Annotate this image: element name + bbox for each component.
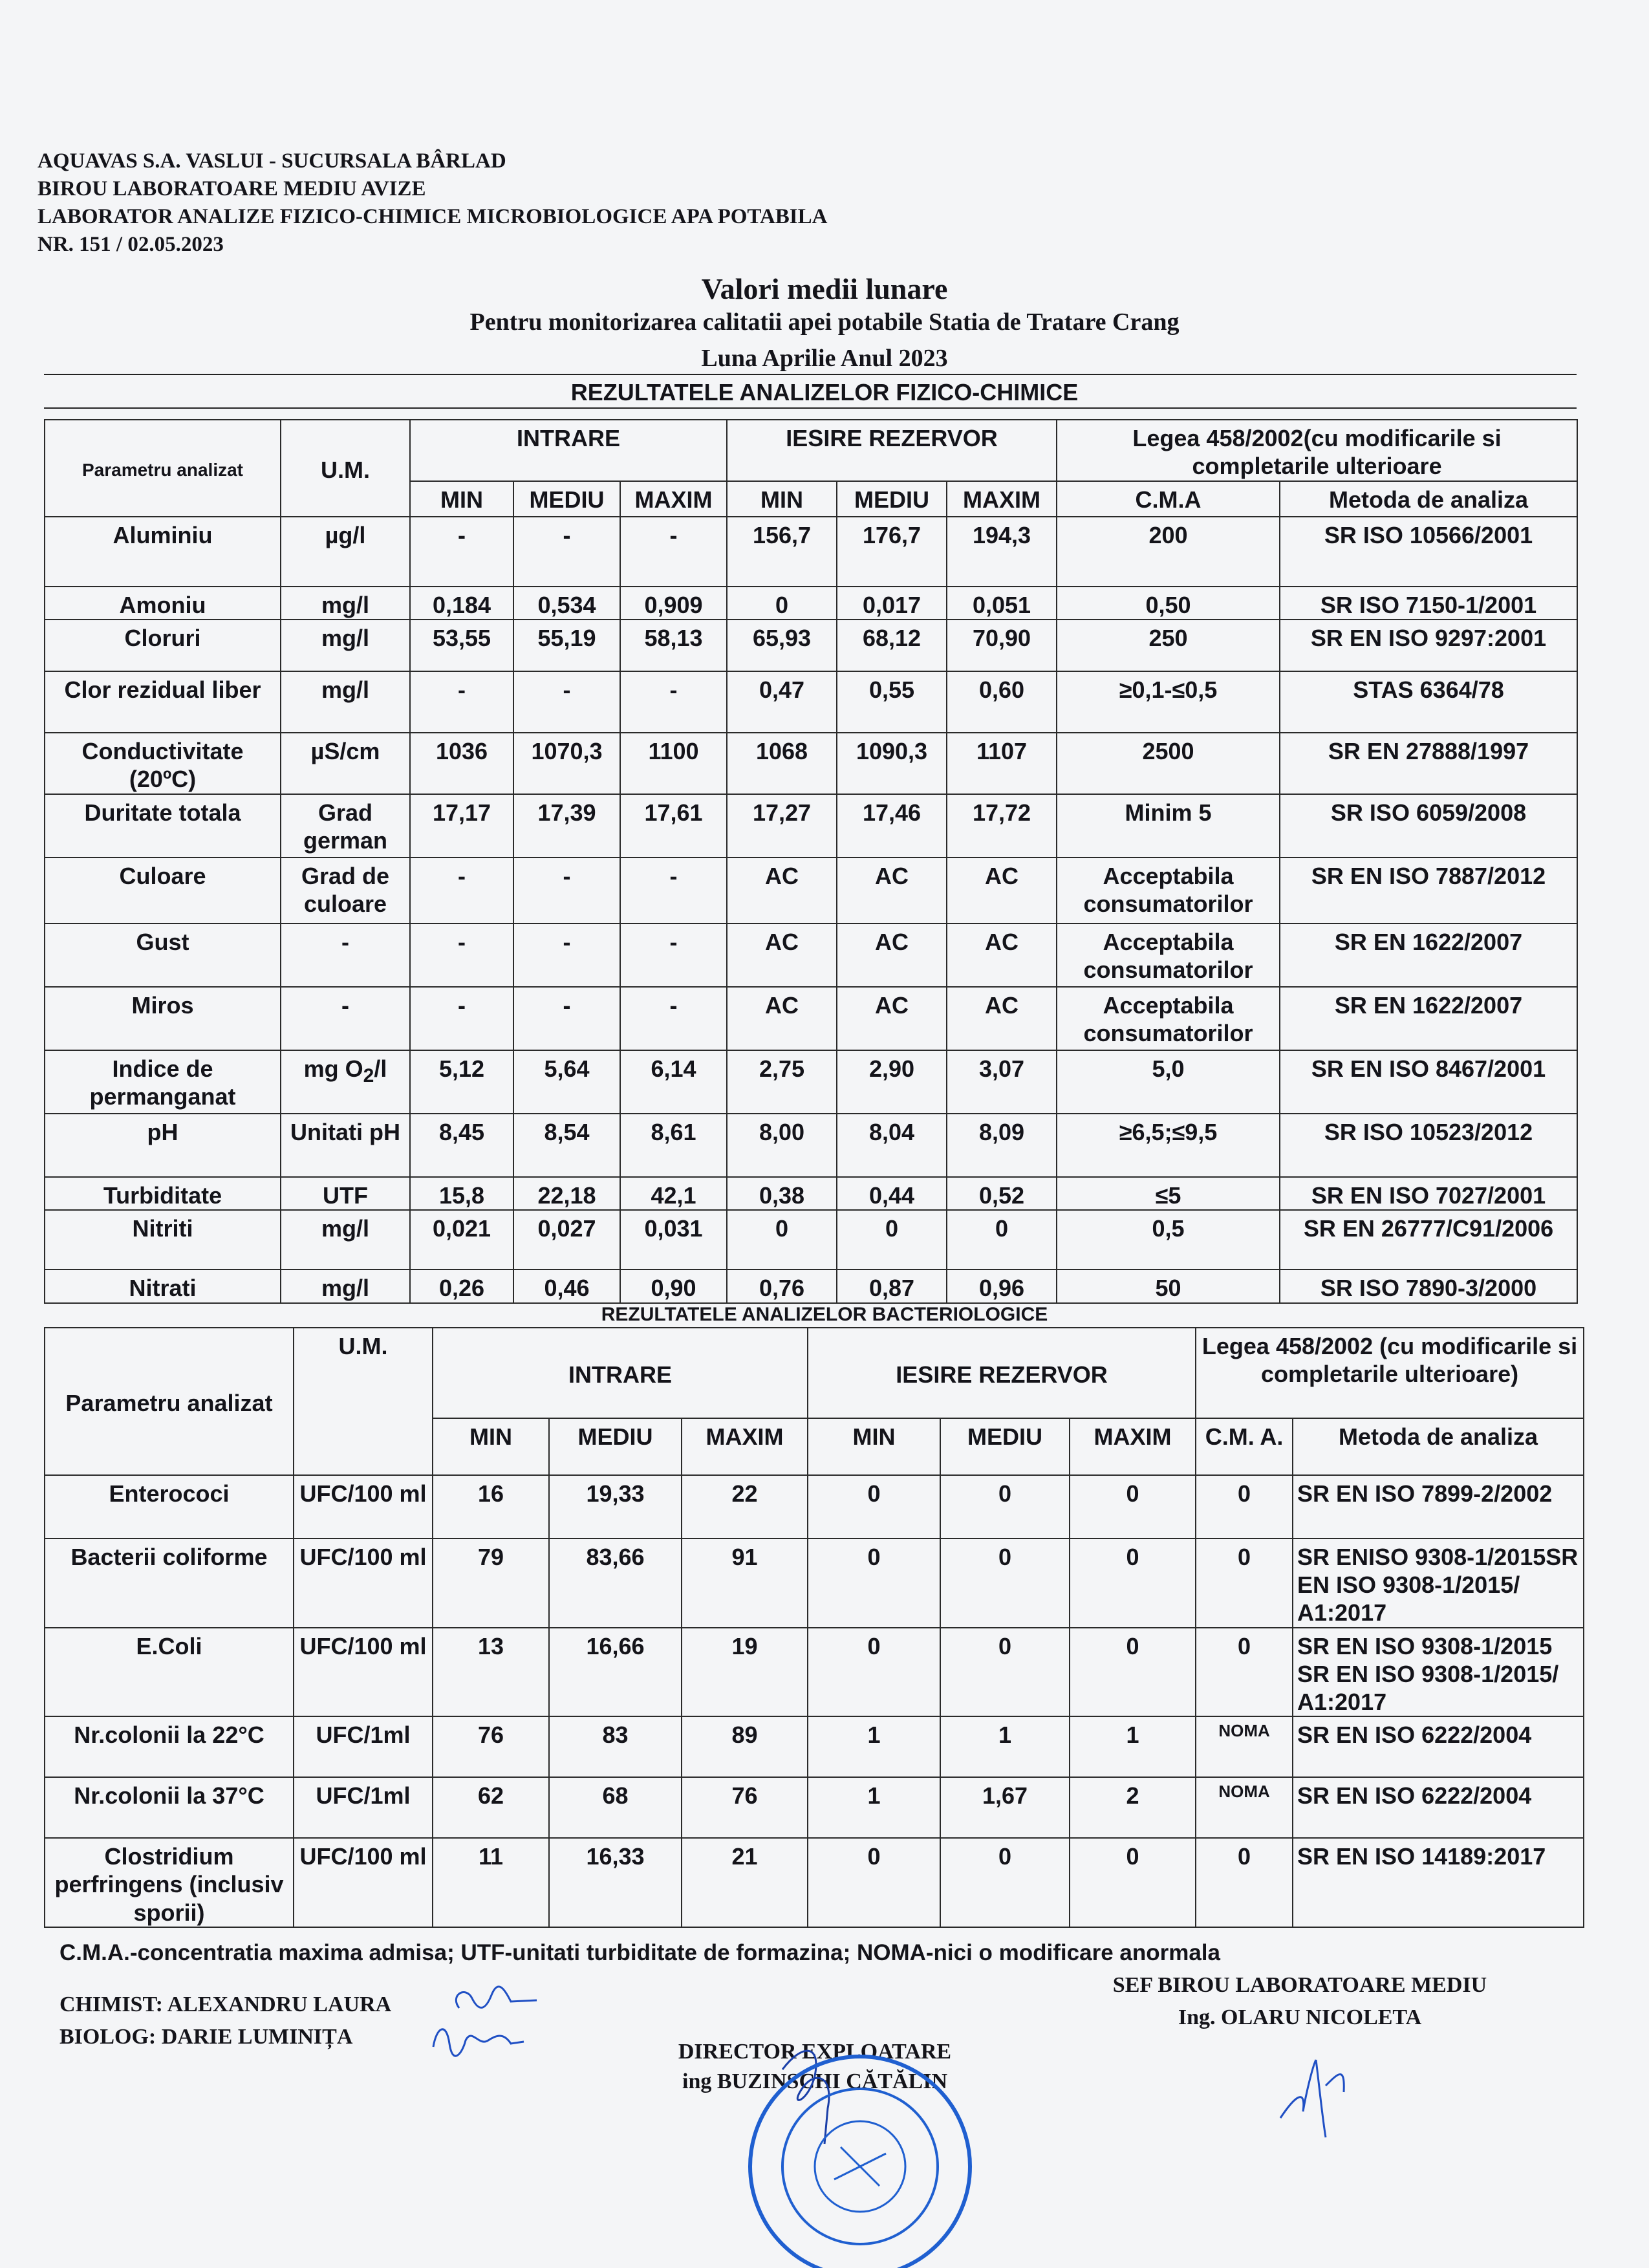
cell-in-max: 17,61	[620, 794, 727, 858]
cell-metoda: SR EN ISO 14189:2017	[1293, 1838, 1584, 1927]
cell-um: UFC/1ml	[294, 1716, 433, 1777]
cell-in-min: 0,184	[410, 587, 513, 620]
cell-param: Nitriti	[45, 1210, 281, 1269]
cell-in-max: 91	[682, 1539, 808, 1628]
cell-cma: 50	[1057, 1269, 1280, 1302]
cell-out-med: 1	[940, 1716, 1070, 1777]
cell-out-min: 0	[727, 1210, 837, 1269]
cell-cma: Acceptabila consumatorilor	[1057, 923, 1280, 987]
company-stamp	[744, 2050, 976, 2268]
cell-out-min: 0	[808, 1539, 940, 1628]
cell-param: Miros	[45, 987, 281, 1050]
table-row	[45, 1269, 1577, 1302]
header-iesire: IESIRE REZERVOR	[727, 420, 1057, 481]
cell-out-max: AC	[947, 923, 1057, 987]
cell-param: Aluminiu	[45, 517, 281, 587]
cell-metoda: SR EN ISO 9308-1/2015 SR EN ISO 9308-1/2015/ A1:2017	[1293, 1628, 1584, 1717]
cell-param: Gust	[45, 923, 281, 987]
cell-out-min: AC	[727, 858, 837, 923]
cell-out-max: 70,90	[947, 620, 1057, 671]
cell-in-med: 16,33	[549, 1838, 682, 1927]
cell-metoda: SR ISO 10566/2001	[1280, 517, 1577, 587]
document-title: Valori medii lunare	[701, 272, 948, 305]
table-row	[45, 794, 1577, 858]
physchem-table	[44, 419, 1578, 1304]
cell-in-med: 17,39	[513, 794, 620, 858]
cell-metoda: SR EN 26777/C91/2006	[1280, 1210, 1577, 1269]
cell-out-min: 156,7	[727, 517, 837, 587]
table-row	[45, 1177, 1577, 1210]
cell-in-min: -	[410, 987, 513, 1050]
cell-in-min: -	[410, 517, 513, 587]
staff-signatures	[59, 1989, 391, 2053]
cell-in-max: -	[620, 923, 727, 987]
cell-param: Clor rezidual liber	[45, 671, 281, 733]
header-param: Parametru analizat	[45, 1328, 294, 1475]
cell-in-max: 0,90	[620, 1269, 727, 1302]
cell-out-med: 0,55	[837, 671, 947, 733]
cell-out-min: 8,00	[727, 1114, 837, 1177]
divider	[44, 407, 1577, 409]
cell-param: Nr.colonii la 37°C	[45, 1777, 294, 1838]
cell-um: µS/cm	[281, 733, 410, 794]
cell-out-min: 0	[808, 1475, 940, 1539]
cell-metoda: SR ISO 10523/2012	[1280, 1114, 1577, 1177]
cell-cma: Minim 5	[1057, 794, 1280, 858]
header-iesire: IESIRE REZERVOR	[808, 1328, 1196, 1418]
cell-in-min: 15,8	[410, 1177, 513, 1210]
divider	[44, 374, 1577, 375]
cell-param: Cloruri	[45, 620, 281, 671]
cell-metoda: SR EN 1622/2007	[1280, 987, 1577, 1050]
company-name: AQUAVAS S.A. VASLUI - SUCURSALA BÂRLAD	[38, 149, 506, 173]
cell-um: mg/l	[281, 1269, 410, 1302]
header-intrare: INTRARE	[410, 420, 727, 481]
cell-out-max: 0,60	[947, 671, 1057, 733]
cell-in-med: -	[513, 858, 620, 923]
cell-um: UFC/100 ml	[294, 1475, 433, 1539]
cell-in-med: -	[513, 987, 620, 1050]
header-maxim: MAXIM	[947, 481, 1057, 517]
cell-in-med: -	[513, 671, 620, 733]
cell-um: Grad german	[281, 794, 410, 858]
cell-cma: 0	[1196, 1475, 1293, 1539]
header-lege: Legea 458/2002(cu modificarile si completarile ulterioare	[1057, 420, 1577, 481]
cell-cma: 0	[1196, 1628, 1293, 1717]
cell-um: UFC/1ml	[294, 1777, 433, 1838]
cell-in-med: -	[513, 517, 620, 587]
header-mediu: MEDIU	[549, 1418, 682, 1475]
cell-out-min: 0,38	[727, 1177, 837, 1210]
bacterio-table	[44, 1327, 1584, 1928]
cell-in-min: -	[410, 858, 513, 923]
table-row	[45, 923, 1577, 987]
cell-out-min: 0	[808, 1628, 940, 1717]
cell-out-min: 0	[727, 587, 837, 620]
cell-out-min: AC	[727, 923, 837, 987]
cell-in-min: 5,12	[410, 1050, 513, 1114]
cell-metoda: SR ISO 7890-3/2000	[1280, 1269, 1577, 1302]
cell-out-med: 0	[837, 1210, 947, 1269]
cell-cma: 200	[1057, 517, 1280, 587]
cell-in-max: 22	[682, 1475, 808, 1539]
cell-out-med: 0	[940, 1475, 1070, 1539]
cell-out-med: 1090,3	[837, 733, 947, 794]
cell-in-max: 76	[682, 1777, 808, 1838]
cell-um: mg/l	[281, 1210, 410, 1269]
cell-in-max: -	[620, 858, 727, 923]
office-name: BIROU LABORATOARE MEDIU AVIZE	[38, 177, 426, 200]
table-row	[45, 1716, 1584, 1777]
chief-name: Ing. OLARU NICOLETA	[1178, 2005, 1422, 2029]
header-mediu: MEDIU	[513, 481, 620, 517]
cell-in-med: 83,66	[549, 1539, 682, 1628]
header-metoda: Metoda de analiza	[1293, 1418, 1584, 1475]
cell-in-max: 21	[682, 1838, 808, 1927]
director-name: ing BUZINSCHI CĂTĂLIN	[682, 2069, 947, 2093]
cell-in-min: -	[410, 671, 513, 733]
cell-out-med: AC	[837, 923, 947, 987]
cell-out-max: 0	[1070, 1838, 1196, 1927]
table-row	[45, 1628, 1584, 1717]
cell-um: mg $O_2/l$	[281, 1050, 410, 1114]
table-row	[45, 1838, 1584, 1927]
cell-in-min: 8,45	[410, 1114, 513, 1177]
cell-out-max: 0	[947, 1210, 1057, 1269]
cell-in-max: 0,909	[620, 587, 727, 620]
physchem-band-title: REZULTATELE ANALIZELOR FIZICO-CHIMICE	[570, 379, 1079, 405]
cell-out-med: 0	[940, 1628, 1070, 1717]
biologist-line: BIOLOG: DARIE LUMINIȚA	[59, 2025, 353, 2049]
cell-out-max: 8,09	[947, 1114, 1057, 1177]
cell-um: mg/l	[281, 671, 410, 733]
table-row	[45, 517, 1577, 587]
cell-in-med: -	[513, 923, 620, 987]
cell-cma: 0	[1196, 1838, 1293, 1927]
cell-cma: ≥6,5;≤9,5	[1057, 1114, 1280, 1177]
bacterio-band-title: REZULTATELE ANALIZELOR BACTERIOLOGICE	[601, 1304, 1048, 1325]
table-row	[45, 733, 1577, 794]
cell-in-max: -	[620, 987, 727, 1050]
cell-out-med: 8,04	[837, 1114, 947, 1177]
table-row	[45, 1114, 1577, 1177]
cell-param: Duritate totala	[45, 794, 281, 858]
cell-in-med: 1070,3	[513, 733, 620, 794]
header-maxim: MAXIM	[1070, 1418, 1196, 1475]
cell-um: mg/l	[281, 620, 410, 671]
cell-out-max: 2	[1070, 1777, 1196, 1838]
cell-out-min: 65,93	[727, 620, 837, 671]
table-row	[45, 587, 1577, 620]
cell-in-max: 8,61	[620, 1114, 727, 1177]
cell-cma: 0	[1196, 1539, 1293, 1628]
cell-cma: 0,5	[1057, 1210, 1280, 1269]
cell-um: UFC/100 ml	[294, 1628, 433, 1717]
cell-out-max: AC	[947, 858, 1057, 923]
cell-out-max: 3,07	[947, 1050, 1057, 1114]
header-mediu: MEDIU	[837, 481, 947, 517]
cell-um: -	[281, 987, 410, 1050]
header-maxim: MAXIM	[620, 481, 727, 517]
cell-out-min: 17,27	[727, 794, 837, 858]
cell-um: UTF	[281, 1177, 410, 1210]
table-row	[45, 1210, 1577, 1269]
header-lege: Legea 458/2002 (cu modificarile si completarile ulterioare)	[1196, 1328, 1584, 1418]
cell-um: Grad de culoare	[281, 858, 410, 923]
cell-cma: ≥0,1-≤0,5	[1057, 671, 1280, 733]
cell-out-max: 194,3	[947, 517, 1057, 587]
header-min: MIN	[433, 1418, 549, 1475]
table-row	[45, 1777, 1584, 1838]
header-min: MIN	[808, 1418, 940, 1475]
cell-um: Unitati pH	[281, 1114, 410, 1177]
cell-in-max: -	[620, 671, 727, 733]
cell-out-med: 0,44	[837, 1177, 947, 1210]
cell-param: Indice de permanganat	[45, 1050, 281, 1114]
cell-in-max: -	[620, 517, 727, 587]
header-param: Parametru analizat	[45, 420, 281, 517]
cell-um: UFC/100 ml	[294, 1539, 433, 1628]
cell-out-med: AC	[837, 987, 947, 1050]
cell-in-med: 0,027	[513, 1210, 620, 1269]
chief-title: SEF BIROU LABORATOARE MEDIU	[1112, 1973, 1487, 1997]
cell-metoda: SR EN 27888/1997	[1280, 733, 1577, 794]
cell-param: Nr.colonii la 22°C	[45, 1716, 294, 1777]
document-number: NR. 151 / 02.05.2023	[38, 233, 224, 256]
cell-in-med: 19,33	[549, 1475, 682, 1539]
cell-out-max: 0,52	[947, 1177, 1057, 1210]
document-subtitle: Pentru monitorizarea calitatii apei potabile Statia de Tratare Crang	[469, 308, 1180, 336]
cell-out-max: 0	[1070, 1628, 1196, 1717]
cell-param: Clostridium perfringens (inclusiv sporii)	[45, 1838, 294, 1927]
cell-in-min: 16	[433, 1475, 549, 1539]
cell-out-min: 1	[808, 1777, 940, 1838]
cell-out-max: 0	[1070, 1539, 1196, 1628]
cell-cma: NOMA	[1196, 1777, 1293, 1838]
cell-out-med: 0	[940, 1838, 1070, 1927]
table-row	[45, 1475, 1584, 1539]
table-row	[45, 1050, 1577, 1114]
cell-in-med: 83	[549, 1716, 682, 1777]
cell-metoda: SR EN ISO 8467/2001	[1280, 1050, 1577, 1114]
header-cma: C.M.A	[1057, 481, 1280, 517]
cell-metoda: SR EN ISO 9297:2001	[1280, 620, 1577, 671]
table-row	[45, 987, 1577, 1050]
cell-in-med: 0,46	[513, 1269, 620, 1302]
cell-in-max: 89	[682, 1716, 808, 1777]
cell-in-min: 0,021	[410, 1210, 513, 1269]
cell-metoda: SR ENISO 9308-1/2015SR EN ISO 9308-1/2015/ A1:2017	[1293, 1539, 1584, 1628]
cell-in-max: 42,1	[620, 1177, 727, 1210]
cell-out-min: 0,47	[727, 671, 837, 733]
cell-metoda: SR EN 1622/2007	[1280, 923, 1577, 987]
header-cma: C.M. A.	[1196, 1418, 1293, 1475]
cell-metoda: SR EN ISO 6222/2004	[1293, 1716, 1584, 1777]
cell-in-min: 76	[433, 1716, 549, 1777]
cell-um: -	[281, 923, 410, 987]
cell-out-max: AC	[947, 987, 1057, 1050]
cell-in-med: 0,534	[513, 587, 620, 620]
cell-in-min: -	[410, 923, 513, 987]
cell-cma: 2500	[1057, 733, 1280, 794]
cell-out-med: 1,67	[940, 1777, 1070, 1838]
cell-in-med: 55,19	[513, 620, 620, 671]
cell-out-max: 0,051	[947, 587, 1057, 620]
cell-param: Enterococi	[45, 1475, 294, 1539]
header-metoda: Metoda de analiza	[1280, 481, 1577, 517]
abbreviation-legend: C.M.A.-concentratia maxima admisa; UTF-unitati turbiditate de formazina; NOMA-nici o modificare anormala	[59, 1940, 1220, 1965]
cell-in-med: 8,54	[513, 1114, 620, 1177]
cell-out-med: 176,7	[837, 517, 947, 587]
cell-cma: 0,50	[1057, 587, 1280, 620]
cell-metoda: SR ISO 6059/2008	[1280, 794, 1577, 858]
cell-in-med: 68	[549, 1777, 682, 1838]
cell-param: Turbiditate	[45, 1177, 281, 1210]
cell-metoda: SR EN ISO 7899-2/2002	[1293, 1475, 1584, 1539]
document-header	[38, 147, 827, 259]
cell-param: pH	[45, 1114, 281, 1177]
table-row	[45, 1539, 1584, 1628]
cell-out-med: AC	[837, 858, 947, 923]
cell-in-med: 16,66	[549, 1628, 682, 1717]
biologist-signature	[427, 2014, 530, 2060]
cell-out-max: 17,72	[947, 794, 1057, 858]
cell-out-max: 1	[1070, 1716, 1196, 1777]
chief-signature	[1267, 2047, 1377, 2144]
cell-in-min: 1036	[410, 733, 513, 794]
cell-um: mg/l	[281, 587, 410, 620]
cell-cma: 250	[1057, 620, 1280, 671]
header-mediu: MEDIU	[940, 1418, 1070, 1475]
cell-out-max: 0	[1070, 1475, 1196, 1539]
header-um: U.M.	[294, 1328, 433, 1475]
cell-out-med: 2,90	[837, 1050, 947, 1114]
lab-name: LABORATOR ANALIZE FIZICO-CHIMICE MICROBIOLOGICE APA POTABILA	[38, 205, 828, 228]
cell-um: UFC/100 ml	[294, 1838, 433, 1927]
cell-metoda: SR ISO 7150-1/2001	[1280, 587, 1577, 620]
cell-in-max: 58,13	[620, 620, 727, 671]
cell-in-max: 1100	[620, 733, 727, 794]
header-maxim: MAXIM	[682, 1418, 808, 1475]
cell-cma: Acceptabila consumatorilor	[1057, 987, 1280, 1050]
cell-param: Nitrati	[45, 1269, 281, 1302]
cell-cma: 5,0	[1057, 1050, 1280, 1114]
header-min: MIN	[410, 481, 513, 517]
cell-out-min: 2,75	[727, 1050, 837, 1114]
cell-out-min: 0	[808, 1838, 940, 1927]
header-min: MIN	[727, 481, 837, 517]
cell-in-min: 13	[433, 1628, 549, 1717]
cell-param: E.Coli	[45, 1628, 294, 1717]
cell-metoda: SR EN ISO 7027/2001	[1280, 1177, 1577, 1210]
cell-in-min: 11	[433, 1838, 549, 1927]
cell-in-min: 0,26	[410, 1269, 513, 1302]
cell-um: µg/l	[281, 517, 410, 587]
director-title: DIRECTOR EXPLOATARE	[678, 2040, 952, 2064]
cell-out-med: 0	[940, 1539, 1070, 1628]
cell-out-med: 0,87	[837, 1269, 947, 1302]
cell-metoda: SR EN ISO 6222/2004	[1293, 1777, 1584, 1838]
cell-metoda: STAS 6364/78	[1280, 671, 1577, 733]
cell-out-med: 17,46	[837, 794, 947, 858]
cell-out-med: 68,12	[837, 620, 947, 671]
cell-cma: Acceptabila consumatorilor	[1057, 858, 1280, 923]
cell-in-min: 17,17	[410, 794, 513, 858]
cell-param: Culoare	[45, 858, 281, 923]
cell-param: Bacterii coliforme	[45, 1539, 294, 1628]
chief-block	[1048, 1969, 1552, 2034]
cell-out-med: 0,017	[837, 587, 947, 620]
header-um: U.M.	[281, 420, 410, 517]
cell-in-max: 0,031	[620, 1210, 727, 1269]
report-period: Luna Aprilie Anul 2023	[701, 345, 948, 372]
cell-in-min: 79	[433, 1539, 549, 1628]
cell-in-min: 53,55	[410, 620, 513, 671]
cell-out-min: AC	[727, 987, 837, 1050]
cell-cma: ≤5	[1057, 1177, 1280, 1210]
cell-param: Conductivitate (20ºC)	[45, 733, 281, 794]
cell-in-max: 6,14	[620, 1050, 727, 1114]
header-intrare: INTRARE	[433, 1328, 808, 1418]
cell-metoda: SR EN ISO 7887/2012	[1280, 858, 1577, 923]
cell-out-min: 1	[808, 1716, 940, 1777]
cell-out-min: 0,76	[727, 1269, 837, 1302]
cell-in-min: 62	[433, 1777, 549, 1838]
cell-cma: NOMA	[1196, 1716, 1293, 1777]
chemist-line: CHIMIST: ALEXANDRU LAURA	[59, 1993, 392, 2016]
table-row	[45, 671, 1577, 733]
cell-out-min: 1068	[727, 733, 837, 794]
table-row	[45, 620, 1577, 671]
cell-in-med: 5,64	[513, 1050, 620, 1114]
cell-in-max: 19	[682, 1628, 808, 1717]
cell-param: Amoniu	[45, 587, 281, 620]
table-row	[45, 858, 1577, 923]
cell-in-med: 22,18	[513, 1177, 620, 1210]
cell-out-max: 1107	[947, 733, 1057, 794]
cell-out-max: 0,96	[947, 1269, 1057, 1302]
